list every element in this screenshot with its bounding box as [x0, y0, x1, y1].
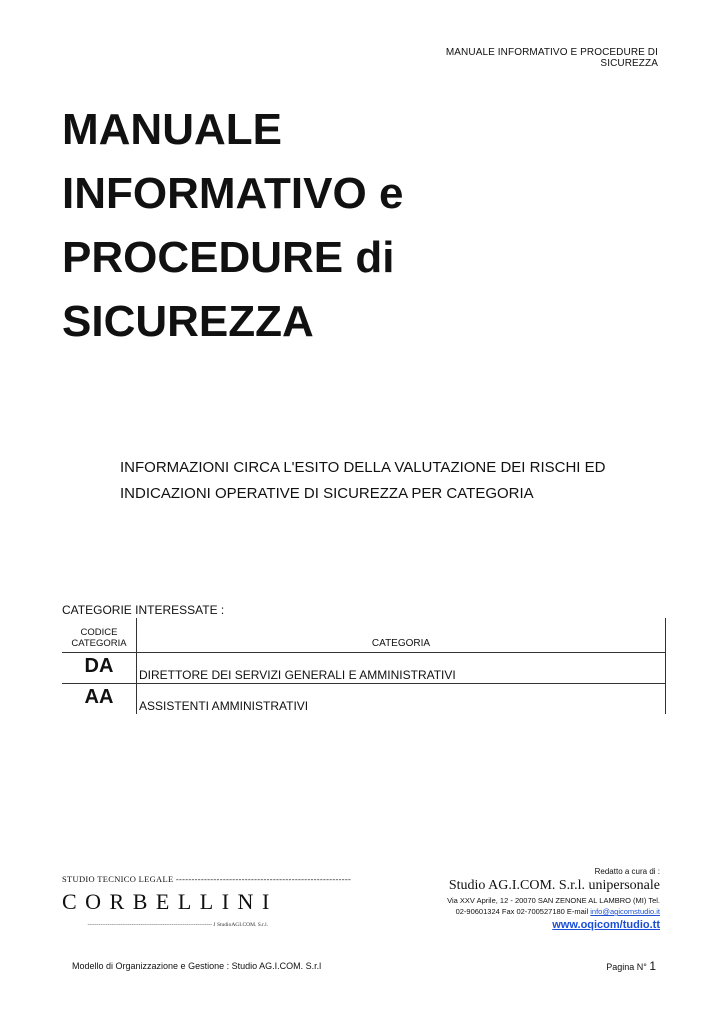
running-header: MANUALE INFORMATIVO E PROCEDURE DI SICUREZZA: [445, 47, 658, 69]
column-header-code-line2: CATEGORIA: [71, 638, 127, 649]
email-link[interactable]: info@agicomstudio.it: [590, 907, 660, 916]
title-line-2: INFORMATIVO e: [62, 169, 404, 218]
subtitle-line-1: INFORMAZIONI CIRCA L'ESITO DELLA VALUTAZIONE DEI RISCHI ED: [120, 459, 606, 476]
logo-wordmark: CORBELLINI: [62, 889, 278, 914]
page-label: Pagina N°: [606, 962, 650, 972]
footer-left: Modello di Organizzazione e Gestione : Studio AG.I.COM. S.r.l: [72, 961, 322, 971]
column-header-category: CATEGORIA: [137, 618, 666, 653]
title-line-1: MANUALE: [62, 105, 282, 154]
column-header-code-line1: CODICE: [80, 627, 118, 638]
subtitle-line-2: INDICAZIONI OPERATIVE DI SICUREZZA PER CATEGORIA: [120, 485, 534, 502]
categories-label: CATEGORIE INTERESSATE :: [62, 603, 225, 617]
categories-table-header: [62, 618, 666, 653]
table-row: [62, 684, 666, 715]
phone-fax: 02-90601324 Fax 02-700527180 E-mail: [455, 907, 591, 916]
category-code: AA: [62, 684, 137, 715]
editor-block: [447, 866, 660, 933]
title-line-3: PROCEDURE di: [62, 233, 395, 282]
website-link[interactable]: www.oqicom/tudio.tt: [552, 919, 660, 931]
redatto-label: Redatto a cura di :: [594, 867, 660, 876]
logo-footer: -------------------------------------------------------------------- J StudioAGI.COM. S.r.l.: [87, 922, 268, 928]
studio-name: Studio AG.I.COM. S.r.l. unipersonale: [448, 878, 660, 893]
studio-address: Via XXV Aprile, 12 - 20070 SAN ZENONE AL LAMBRO (MI) Tel.: [447, 896, 660, 905]
document-subtitle: [120, 455, 605, 507]
logo-tagline: STUDIO TECNICO LEGALE --------------------------------------------------------: [62, 874, 352, 884]
category-name: DIRETTORE DEI SERVIZI GENERALI E AMMINISTRATIVI: [137, 653, 666, 684]
category-code: DA: [62, 653, 137, 684]
document-title: [62, 98, 403, 354]
page-number: [606, 959, 656, 973]
page-number-value: 1: [649, 959, 656, 973]
category-name: ASSISTENTI AMMINISTRATIVI: [137, 684, 666, 715]
title-line-4: SICUREZZA: [62, 297, 314, 346]
studio-contacts: [447, 906, 660, 917]
categories-table: [62, 618, 666, 714]
column-header-code: [62, 618, 137, 653]
table-row: [62, 653, 666, 684]
